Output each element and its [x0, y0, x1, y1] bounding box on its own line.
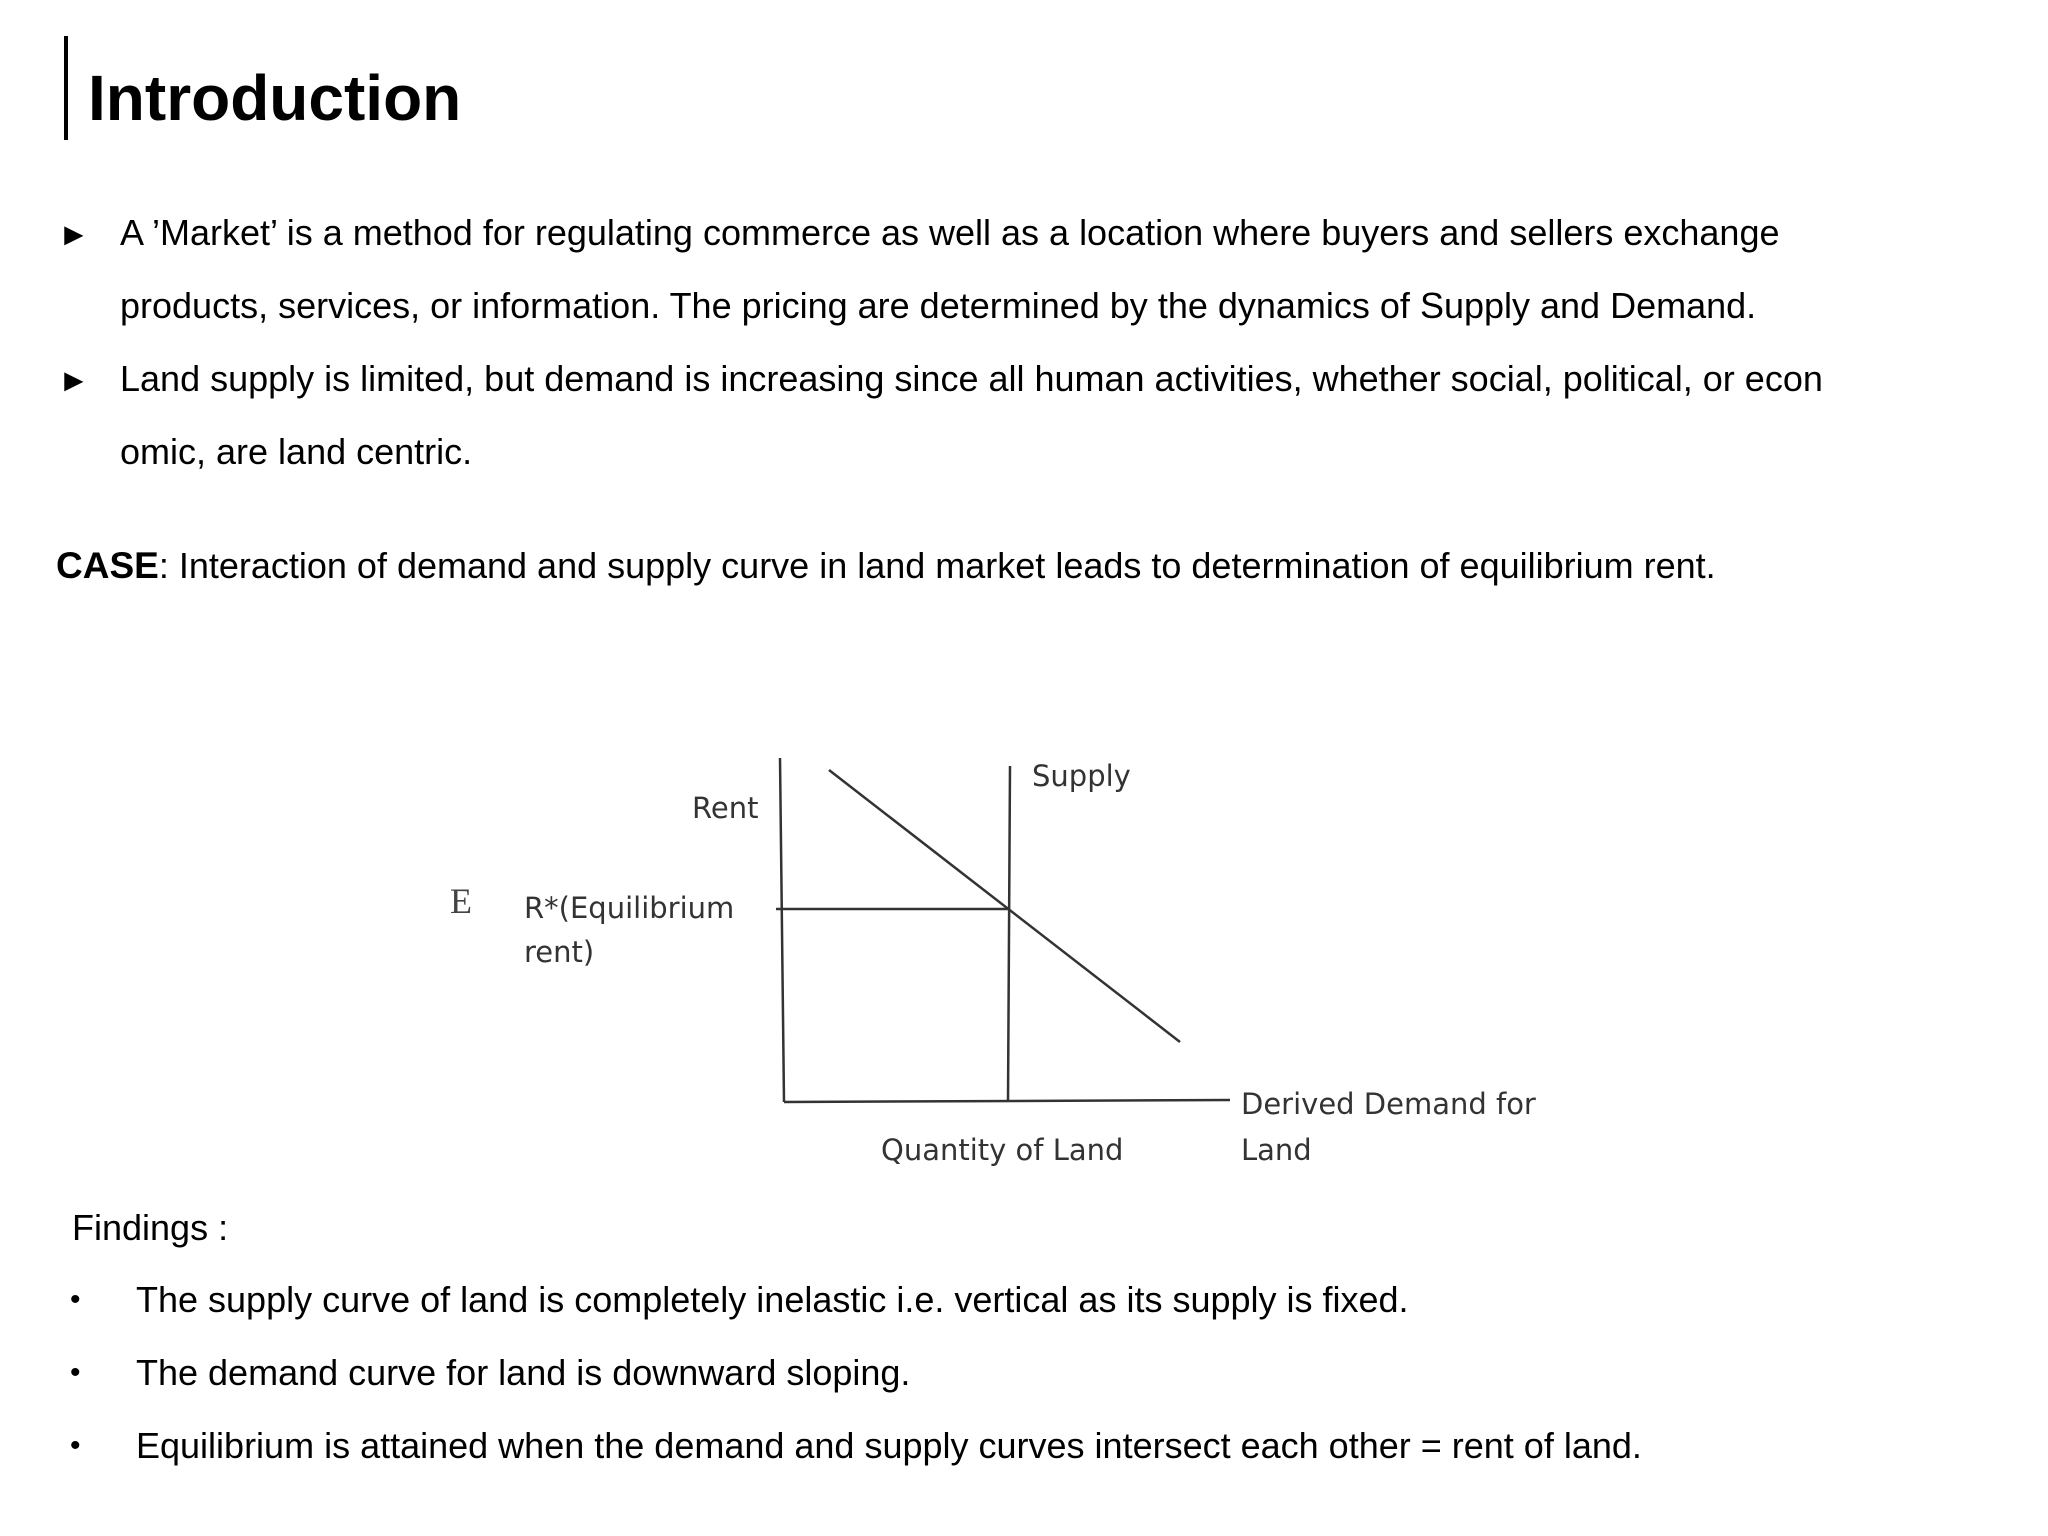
finding-text: The demand curve for land is downward sloping. [136, 1352, 911, 1393]
title-accent-bar [64, 36, 68, 140]
demand-curve-label: Land [1241, 1133, 1312, 1167]
finding-text: Equilibrium is attained when the demand and supply curves intersect each other = rent of land. [136, 1425, 1642, 1466]
slide-title: Introduction [88, 62, 462, 134]
bullet-item [58, 342, 1930, 488]
quantity-axis-label: Quantity of Land [881, 1133, 1124, 1167]
bullet-dot-icon: • [70, 1356, 81, 1389]
bullet-line: Land supply is limited, but demand is increasing since all human activities, whether social, political, or econ [120, 358, 1823, 399]
bullet-line: products, services, or information. The pricing are determined by the dynamics of Supply and Demand. [120, 285, 1757, 326]
bullet-line: omic, are land centric. [120, 431, 473, 472]
triangle-bullet-icon: ► [58, 216, 90, 252]
rent-axis-label: Rent [692, 791, 759, 825]
equilibrium-rent-label: R*(Equilibrium [524, 891, 735, 925]
triangle-bullet-icon: ► [58, 362, 90, 398]
case-label: CASE [56, 545, 159, 586]
case-statement [56, 538, 1716, 594]
demand-curve-label: Derived Demand for [1241, 1087, 1536, 1121]
rent-axis-line [780, 758, 784, 1102]
supply-curve [1008, 766, 1010, 1101]
equilibrium-rent-label: rent) [524, 935, 595, 969]
supply-curve-label: Supply [1032, 759, 1131, 793]
supply-demand-diagram [420, 740, 1540, 1180]
demand-curve [829, 770, 1180, 1042]
bullet-item [58, 196, 1930, 342]
equilibrium-marker: E [450, 881, 472, 921]
case-text: : Interaction of demand and supply curve in land market leads to determination of equilibrium rent. [158, 545, 1716, 586]
bullet-line: A ’Market’ is a method for regulating commerce as well as a location where buyers and sellers exchange [120, 212, 1780, 253]
finding-text: The supply curve of land is completely inelastic i.e. vertical as its supply is fixed. [136, 1279, 1409, 1320]
bullet-dot-icon: • [70, 1429, 81, 1462]
findings-heading: Findings : [72, 1207, 229, 1248]
bullet-dot-icon: • [70, 1283, 81, 1316]
